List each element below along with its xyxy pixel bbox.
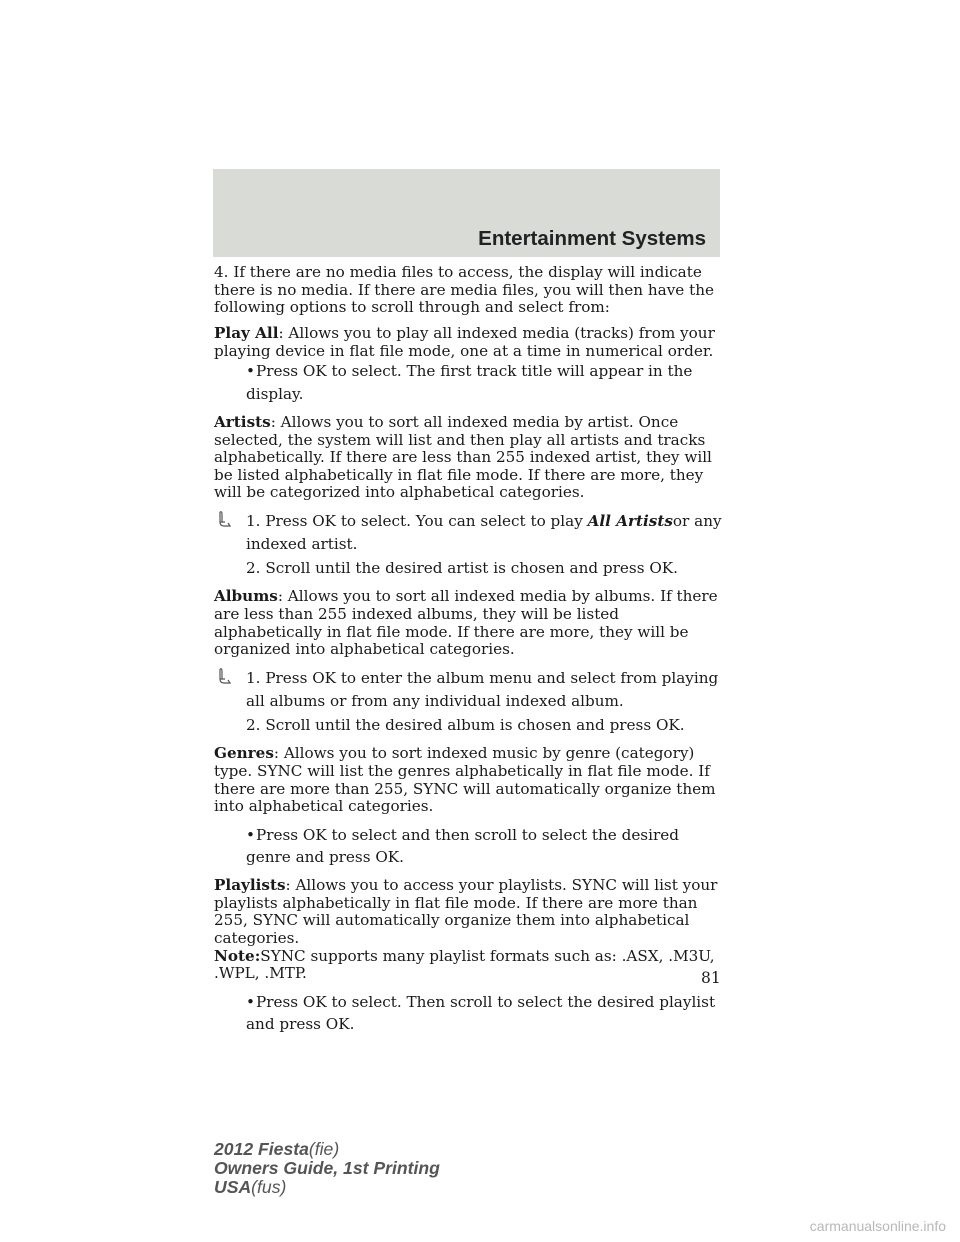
play-all-bullet-text: Press OK to select. The first track title will appear in the display. xyxy=(246,362,693,403)
bullet-icon: • xyxy=(246,362,255,381)
playlists-description: : Allows you to access your playlists. SYNC will list your playlists alphabetically in flat file mode. If there are more than 255, SYNC will automatically organize them into alphabetical categories. xyxy=(214,876,718,947)
page-content xyxy=(214,264,724,1044)
play-all-term: Play All xyxy=(214,324,279,343)
watermark[interactable]: carmanualsonline.info xyxy=(809,1218,946,1234)
albums-step1-text: 1. Press OK to enter the album menu and select from playing all albums or from any individual indexed album. xyxy=(246,669,719,710)
intro-paragraph: 4. If there are no media files to access, the display will indicate there is no media. If there are media files, you will then have the following options to scroll through and select from: xyxy=(214,263,714,317)
playlists-bullet xyxy=(214,991,724,1036)
hint-hand-icon xyxy=(216,511,234,529)
artists-step2: 2. Scroll until the desired artist is chosen and press OK. xyxy=(246,559,678,578)
albums-term: Albums xyxy=(214,587,278,606)
bullet-icon: • xyxy=(246,825,255,844)
note-label: Note: xyxy=(214,946,261,965)
play-all-description: : Allows you to play all indexed media (tracks) from your playing device in flat file mode, one at a time in numerical order. xyxy=(214,324,715,360)
albums-description: : Allows you to sort all indexed media by albums. If there are less than 255 indexed albums, they will be listed alphabetically in flat file mode. If there are more, they will be organized into alphabetical categories. xyxy=(214,587,718,659)
footer-line-3 xyxy=(214,1178,440,1197)
footer-line-2: Owners Guide, 1st Printing xyxy=(214,1157,440,1178)
artists-paragraph xyxy=(214,414,724,502)
playlists-bullet-text: Press OK to select. Then scroll to select the desired playlist and press OK. xyxy=(246,992,716,1034)
footer-model-code: (fie) xyxy=(308,1139,340,1159)
artists-term: Artists xyxy=(214,412,271,431)
genres-bullet-text: Press OK to select and then scroll to select the desired genre and press OK. xyxy=(246,825,679,867)
footer-line-1 xyxy=(214,1140,440,1159)
all-artists-emphasis: All Artists xyxy=(587,512,673,531)
hint-hand-icon xyxy=(216,668,234,686)
bullet-icon: • xyxy=(246,992,255,1011)
playlists-paragraph xyxy=(214,877,724,983)
genres-term: Genres xyxy=(214,744,274,763)
footer xyxy=(214,1140,440,1196)
play-all-bullet xyxy=(214,360,724,405)
genres-paragraph xyxy=(214,745,724,815)
footer-model: 2012 Fiesta xyxy=(214,1139,309,1159)
artists-step1-post: or any indexed artist. xyxy=(246,512,722,553)
albums-tip xyxy=(214,667,724,712)
albums-step2: 2. Scroll until the desired album is chosen and press OK. xyxy=(246,716,685,735)
page-number: 81 xyxy=(701,969,721,987)
artists-step1-text: 1. Press OK to select. You can select to play xyxy=(246,512,588,531)
play-all-paragraph xyxy=(214,325,724,360)
section-header-box xyxy=(213,169,720,257)
genres-description: : Allows you to sort indexed music by genre (category) type. SYNC will list the genres alphabetically in flat file mode. If there are more than 255, SYNC will automatically organize them into alphabetical categories. xyxy=(214,744,716,816)
albums-paragraph xyxy=(214,588,724,658)
artists-tip xyxy=(214,510,724,555)
note-text: SYNC supports many playlist formats such as: .ASX, .M3U, .WPL, .MTP. xyxy=(214,946,715,983)
playlists-term: Playlists xyxy=(214,876,286,895)
footer-market: USA xyxy=(214,1176,252,1197)
genres-bullet xyxy=(214,824,724,869)
artists-description: : Allows you to sort all indexed media by artist. Once selected, the system will list and then play all artists and tracks alphabetically. If there are less than 255 indexed artist, they will be listed alphabetically in flat file mode. If there are more, they will be categorized into alphabetical categories. xyxy=(214,412,712,502)
footer-market-code: (fus) xyxy=(251,1176,287,1197)
section-title: Entertainment Systems xyxy=(478,227,706,250)
